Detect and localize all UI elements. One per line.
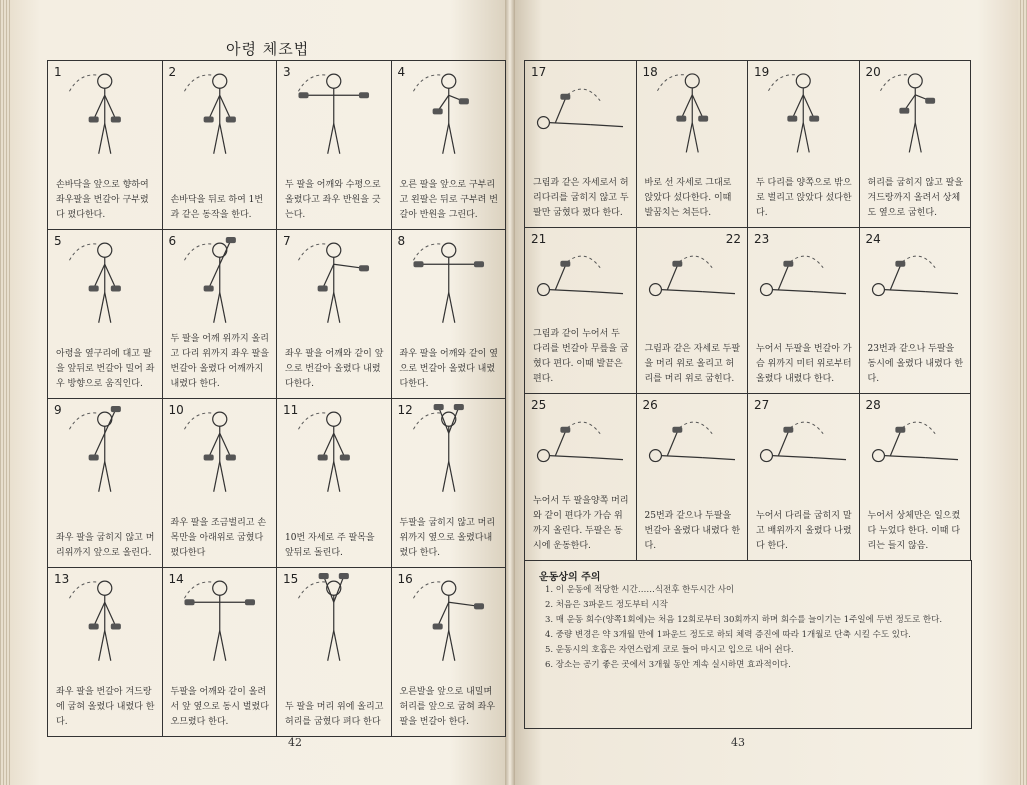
exercise-caption: 두 팔을 머리 위에 올리고 허리를 굽혔다 펴다 한다 bbox=[285, 702, 384, 727]
exercise-cell bbox=[637, 228, 749, 395]
notes-list bbox=[545, 584, 961, 674]
exercise-cell bbox=[277, 568, 392, 737]
exercise-caption: 두 다리를 양쪽으로 밖으로 벌리고 앉았다 섰다한다. bbox=[756, 177, 852, 218]
book-gutter bbox=[505, 0, 515, 785]
exercise-caption: 그림과 같은 자세로서 허리다리를 굽히지 않고 두팔만 굽혔다 폈다 한다. bbox=[533, 177, 629, 218]
exercise-number: 24 bbox=[865, 231, 881, 246]
exercise-cell bbox=[277, 230, 392, 399]
exercise-cell bbox=[860, 61, 972, 228]
exercise-caption: 25번과 같으나 두팔을 번갈아 올렸다 내렸다 한다. bbox=[644, 511, 741, 551]
right-page-number: 43 bbox=[731, 736, 745, 749]
notes-title: 운동상의 주의 bbox=[539, 572, 601, 583]
exercise-cell bbox=[48, 568, 163, 737]
exercise-caption: 두팔을 굽히지 않고 머리 위까지 옆으로 올렸다내렸다 한다. bbox=[399, 518, 496, 558]
exercise-cell bbox=[48, 61, 163, 230]
exercise-illustration bbox=[48, 230, 162, 331]
left-page-edges bbox=[0, 0, 10, 785]
exercise-cell bbox=[748, 228, 860, 395]
exercise-cell bbox=[392, 568, 507, 737]
exercise-cell bbox=[163, 230, 278, 399]
exercise-number: 23 bbox=[754, 231, 770, 246]
right-exercise-grid bbox=[524, 60, 971, 561]
exercise-caption: 누어서 두팔을 번갈아 가슴 위까지 미터 위로부터 올렸다 내렸다 한다. bbox=[756, 344, 852, 385]
exercise-caption: 좌우 팔을 어깨와 같이 옆으로 번갈아 올렸다 내렸다한다. bbox=[399, 349, 498, 389]
exercise-number: 15 bbox=[283, 572, 299, 586]
exercise-illustration bbox=[392, 61, 506, 162]
exercise-cell bbox=[748, 61, 860, 228]
note-item: 1. 이 운동에 적당한 시간……식전후 한두시간 사이 bbox=[545, 585, 735, 595]
exercise-caption: 오른 팔을 앞으로 구부리고 왼팔은 뒤로 구부려 번갈아 반원을 그린다. bbox=[399, 180, 498, 220]
exercise-number: 12 bbox=[397, 403, 413, 417]
exercise-number: 26 bbox=[642, 398, 658, 413]
exercise-caption: 10번 자세로 주 팔목을 앞뒤로 돌린다. bbox=[285, 533, 375, 558]
exercise-number: 19 bbox=[754, 65, 770, 79]
exercise-caption: 두 팔을 어깨 위까지 올리고 다리 위까지 좌우 팔을 번갈아 올렸다 어깨까지 내렸다 한다. bbox=[170, 334, 269, 389]
exercise-number: 3 bbox=[283, 65, 291, 79]
exercise-number: 11 bbox=[283, 403, 299, 417]
exercise-number: 6 bbox=[168, 234, 177, 248]
exercise-number: 21 bbox=[531, 231, 547, 246]
note-item: 5. 운동시의 호흡은 자연스럽게 코로 들어 마시고 입으로 내어 쉰다. bbox=[545, 645, 794, 655]
exercise-cell bbox=[48, 230, 163, 399]
exercise-number: 16 bbox=[397, 572, 413, 586]
exercise-cell bbox=[277, 399, 392, 568]
page-title: 아령 체조법 bbox=[226, 40, 310, 58]
exercise-caption: 오른발을 앞으로 내밀며 허리를 앞으로 굽혀 좌우팔을 번갈아 한다. bbox=[399, 687, 496, 727]
exercise-caption: 손바닥을 뒤로 하여 1번과 같은 동작을 한다. bbox=[170, 195, 264, 220]
exercise-cell bbox=[392, 399, 507, 568]
exercise-number: 8 bbox=[397, 234, 406, 248]
exercise-cell bbox=[525, 61, 637, 228]
exercise-number: 18 bbox=[642, 65, 658, 79]
exercise-cell bbox=[525, 228, 637, 395]
exercise-number: 10 bbox=[168, 403, 184, 417]
exercise-number: 1 bbox=[54, 65, 62, 79]
exercise-cell bbox=[392, 61, 507, 230]
exercise-number: 20 bbox=[865, 65, 881, 79]
exercise-cell bbox=[392, 230, 507, 399]
left-exercise-grid bbox=[47, 60, 506, 737]
exercise-cell bbox=[748, 394, 860, 561]
exercise-number: 13 bbox=[54, 572, 70, 586]
exercise-cell bbox=[48, 399, 163, 568]
exercise-illustration bbox=[277, 230, 391, 331]
exercise-cell bbox=[637, 61, 749, 228]
exercise-number: 22 bbox=[725, 231, 741, 246]
exercise-number: 14 bbox=[168, 572, 184, 586]
exercise-illustration bbox=[277, 61, 391, 162]
exercise-number: 28 bbox=[865, 398, 881, 413]
exercise-caption: 두팔을 어깨와 같이 올려서 앞 옆으로 동시 벌렸다 오므렸다 한다. bbox=[170, 687, 269, 727]
exercise-number: 17 bbox=[531, 65, 547, 79]
exercise-number: 4 bbox=[397, 65, 406, 79]
exercise-number: 9 bbox=[54, 403, 62, 417]
exercise-caption: 허리를 굽히지 않고 팔을 겨드랑까지 올려서 상체도 옆으로 굽힌다. bbox=[867, 177, 964, 218]
exercise-illustration bbox=[392, 230, 506, 331]
exercise-caption: 누어서 두 팔을양쪽 머리와 같이 편다가 가슴 위까지 올린다. 두팔은 동시에 운동한다. bbox=[533, 496, 629, 551]
exercise-caption: 아령을 옆구리에 대고 팔을 앞뒤로 번갈아 밀어 좌우 방향으로 움직인다. bbox=[56, 349, 155, 389]
exercise-caption: 좌우 팔을 어깨와 같이 앞으로 번갈아 올렸다 내렸다한다. bbox=[285, 349, 384, 389]
left-page-number: 42 bbox=[288, 736, 302, 749]
note-item: 2. 처음은 3파운드 정도부터 시작 bbox=[545, 600, 668, 610]
exercise-cell bbox=[277, 61, 392, 230]
exercise-caption: 그림과 같이 누어서 두 다리를 번갈아 무릎을 굽혔다 편다. 이때 발끝은 편다. bbox=[533, 329, 629, 385]
exercise-caption: 손바닥을 앞으로 향하여 좌우팔을 번갈아 구부렸다 폈다한다. bbox=[56, 180, 149, 220]
exercise-caption: 좌우 팔을 굽히지 않고 머리위까지 앞으로 올린다. bbox=[56, 533, 155, 558]
exercise-caption: 누어서 상체만은 일으켰다 누었다 한다. 이때 다리는 들지 않음. bbox=[867, 511, 961, 551]
exercise-illustration bbox=[48, 61, 162, 162]
exercise-caption: 23번과 같으나 두팔을 동시에 올렸다 내렸다 한다. bbox=[867, 344, 964, 385]
exercise-cell bbox=[637, 394, 749, 561]
exercise-number: 7 bbox=[283, 234, 291, 248]
exercise-caption: 바로 선 자세로 그대로 앉았다 섰다한다. 이때 발꿈치는 쳐든다. bbox=[644, 177, 732, 218]
exercise-cell bbox=[163, 399, 278, 568]
exercise-caption: 누어서 다리를 굽히지 말고 배위까지 올렸다 나렸다 한다. bbox=[756, 511, 852, 551]
right-page-edges bbox=[1018, 0, 1027, 785]
exercise-illustration bbox=[163, 230, 277, 331]
exercise-cell bbox=[860, 394, 972, 561]
exercise-number: 25 bbox=[531, 398, 547, 413]
exercise-notes-box bbox=[524, 560, 972, 729]
note-item: 4. 중량 변경은 약 3개월 만에 1파운드 정도로 하되 체력 증진에 따라 1개월로 단축 시킬 수도 있다. bbox=[545, 630, 911, 640]
exercise-caption: 그림과 같은 자세로 두팔을 머리 위로 올리고 허리를 머리 위로 굽힌다. bbox=[644, 344, 741, 385]
note-item: 6. 장소는 공기 좋은 곳에서 3개월 동안 계속 실시하면 효과적이다. bbox=[545, 660, 791, 670]
exercise-cell bbox=[860, 228, 972, 395]
exercise-cell bbox=[525, 394, 637, 561]
exercise-number: 27 bbox=[754, 398, 770, 413]
exercise-caption: 좌우 팔을 번갈아 겨드랑에 굽혀 올렸다 내렸다 한다. bbox=[56, 687, 155, 727]
exercise-caption: 좌우 팔을 조금벌리고 손목만을 아래위로 굽혔다 폈다한다 bbox=[170, 518, 267, 558]
exercise-cell bbox=[163, 61, 278, 230]
exercise-illustration bbox=[163, 61, 277, 162]
exercise-cell bbox=[163, 568, 278, 737]
exercise-number: 2 bbox=[168, 65, 177, 79]
exercise-number: 5 bbox=[54, 234, 62, 248]
exercise-illustration bbox=[48, 399, 162, 500]
exercise-caption: 두 팔을 어깨와 수평으로 올렸다고 좌우 반원을 긋는다. bbox=[285, 180, 381, 220]
note-item: 3. 매 운동 회수(양쪽1회에)는 처음 12회로부터 30회까지 하며 회수를 늘이기는 1주일에 두번 정도로 한다. bbox=[545, 615, 943, 625]
